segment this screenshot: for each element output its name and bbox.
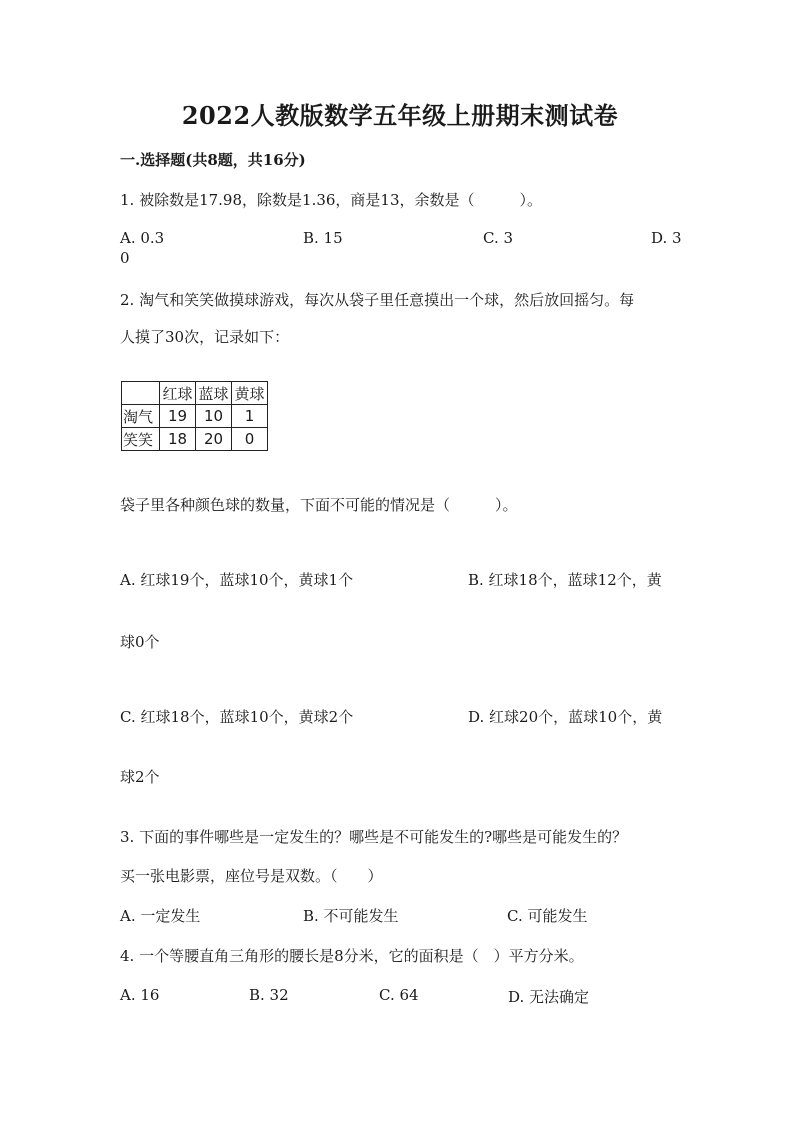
table-row xyxy=(122,428,268,451)
table-cell: 20 xyxy=(196,428,232,451)
table-header-red: 红球 xyxy=(160,382,196,405)
table-cell: 1 xyxy=(232,405,268,428)
question-1-text: 1. 被除数是17.98，除数是1.36，商是13，余数是（ ）。 xyxy=(120,191,543,209)
table-cell: 18 xyxy=(160,428,196,451)
question-2-option-a: A. 红球19个，蓝球10个，黄球1个 xyxy=(120,571,354,589)
table-cell: 0 xyxy=(232,428,268,451)
question-2-line-1: 2. 淘气和笑笑做摸球游戏，每次从袋子里任意摸出一个球，然后放回摇匀。每 xyxy=(120,291,635,309)
question-4-option-a: A. 16 xyxy=(120,986,160,1004)
table-corner-cell xyxy=(122,382,160,405)
question-3-line-2: 买一张电影票，座位号是双数。（ ） xyxy=(120,867,383,885)
results-table xyxy=(121,381,268,451)
table-row xyxy=(122,405,268,428)
section-heading: 一.选择题(共8题，共16分) xyxy=(120,151,306,169)
table-cell: 19 xyxy=(160,405,196,428)
question-2-option-b-wrap: 球0个 xyxy=(120,633,160,651)
question-2-prompt: 袋子里各种颜色球的数量，下面不可能的情况是（ ）。 xyxy=(120,496,518,514)
question-2-line-2: 人摸了30次，记录如下： xyxy=(120,328,290,346)
table-row-label: 淘气 xyxy=(122,405,160,428)
question-2-option-c: C. 红球18个，蓝球10个，黄球2个 xyxy=(120,708,354,726)
table-row-label: 笑笑 xyxy=(122,428,160,451)
question-4-option-b: B. 32 xyxy=(249,986,289,1004)
question-4-option-d: D. 无法确定 xyxy=(508,988,590,1006)
question-1-option-d: D. 3 xyxy=(651,229,682,247)
question-2-option-d: D. 红球20个，蓝球10个，黄 xyxy=(468,708,663,726)
question-2-option-b: B. 红球18个，蓝球12个，黄 xyxy=(468,571,662,589)
question-1-option-a: A. 0.3 xyxy=(120,229,165,247)
question-3-option-c: C. 可能发生 xyxy=(507,907,588,925)
table-cell: 10 xyxy=(196,405,232,428)
question-1-option-c: C. 3 xyxy=(483,229,514,247)
question-4-option-c: C. 64 xyxy=(379,986,419,1004)
question-3-option-b: B. 不可能发生 xyxy=(303,907,399,925)
table-header-row xyxy=(122,382,268,405)
page-title: 2022人教版数学五年级上册期末测试卷 xyxy=(181,101,619,130)
table-header-blue: 蓝球 xyxy=(196,382,232,405)
question-1-option-d-wrap: 0 xyxy=(120,249,130,267)
question-3-line-1: 3. 下面的事件哪些是一定发生的？哪些是不可能发生的?哪些是可能发生的？ xyxy=(120,828,628,846)
table-header-yellow: 黄球 xyxy=(232,382,268,405)
question-3-option-a: A. 一定发生 xyxy=(120,907,201,925)
question-4-text: 4. 一个等腰直角三角形的腰长是8分米，它的面积是（ ）平方分米。 xyxy=(120,947,584,965)
question-2-option-d-wrap: 球2个 xyxy=(120,768,160,786)
question-1-option-b: B. 15 xyxy=(303,229,343,247)
